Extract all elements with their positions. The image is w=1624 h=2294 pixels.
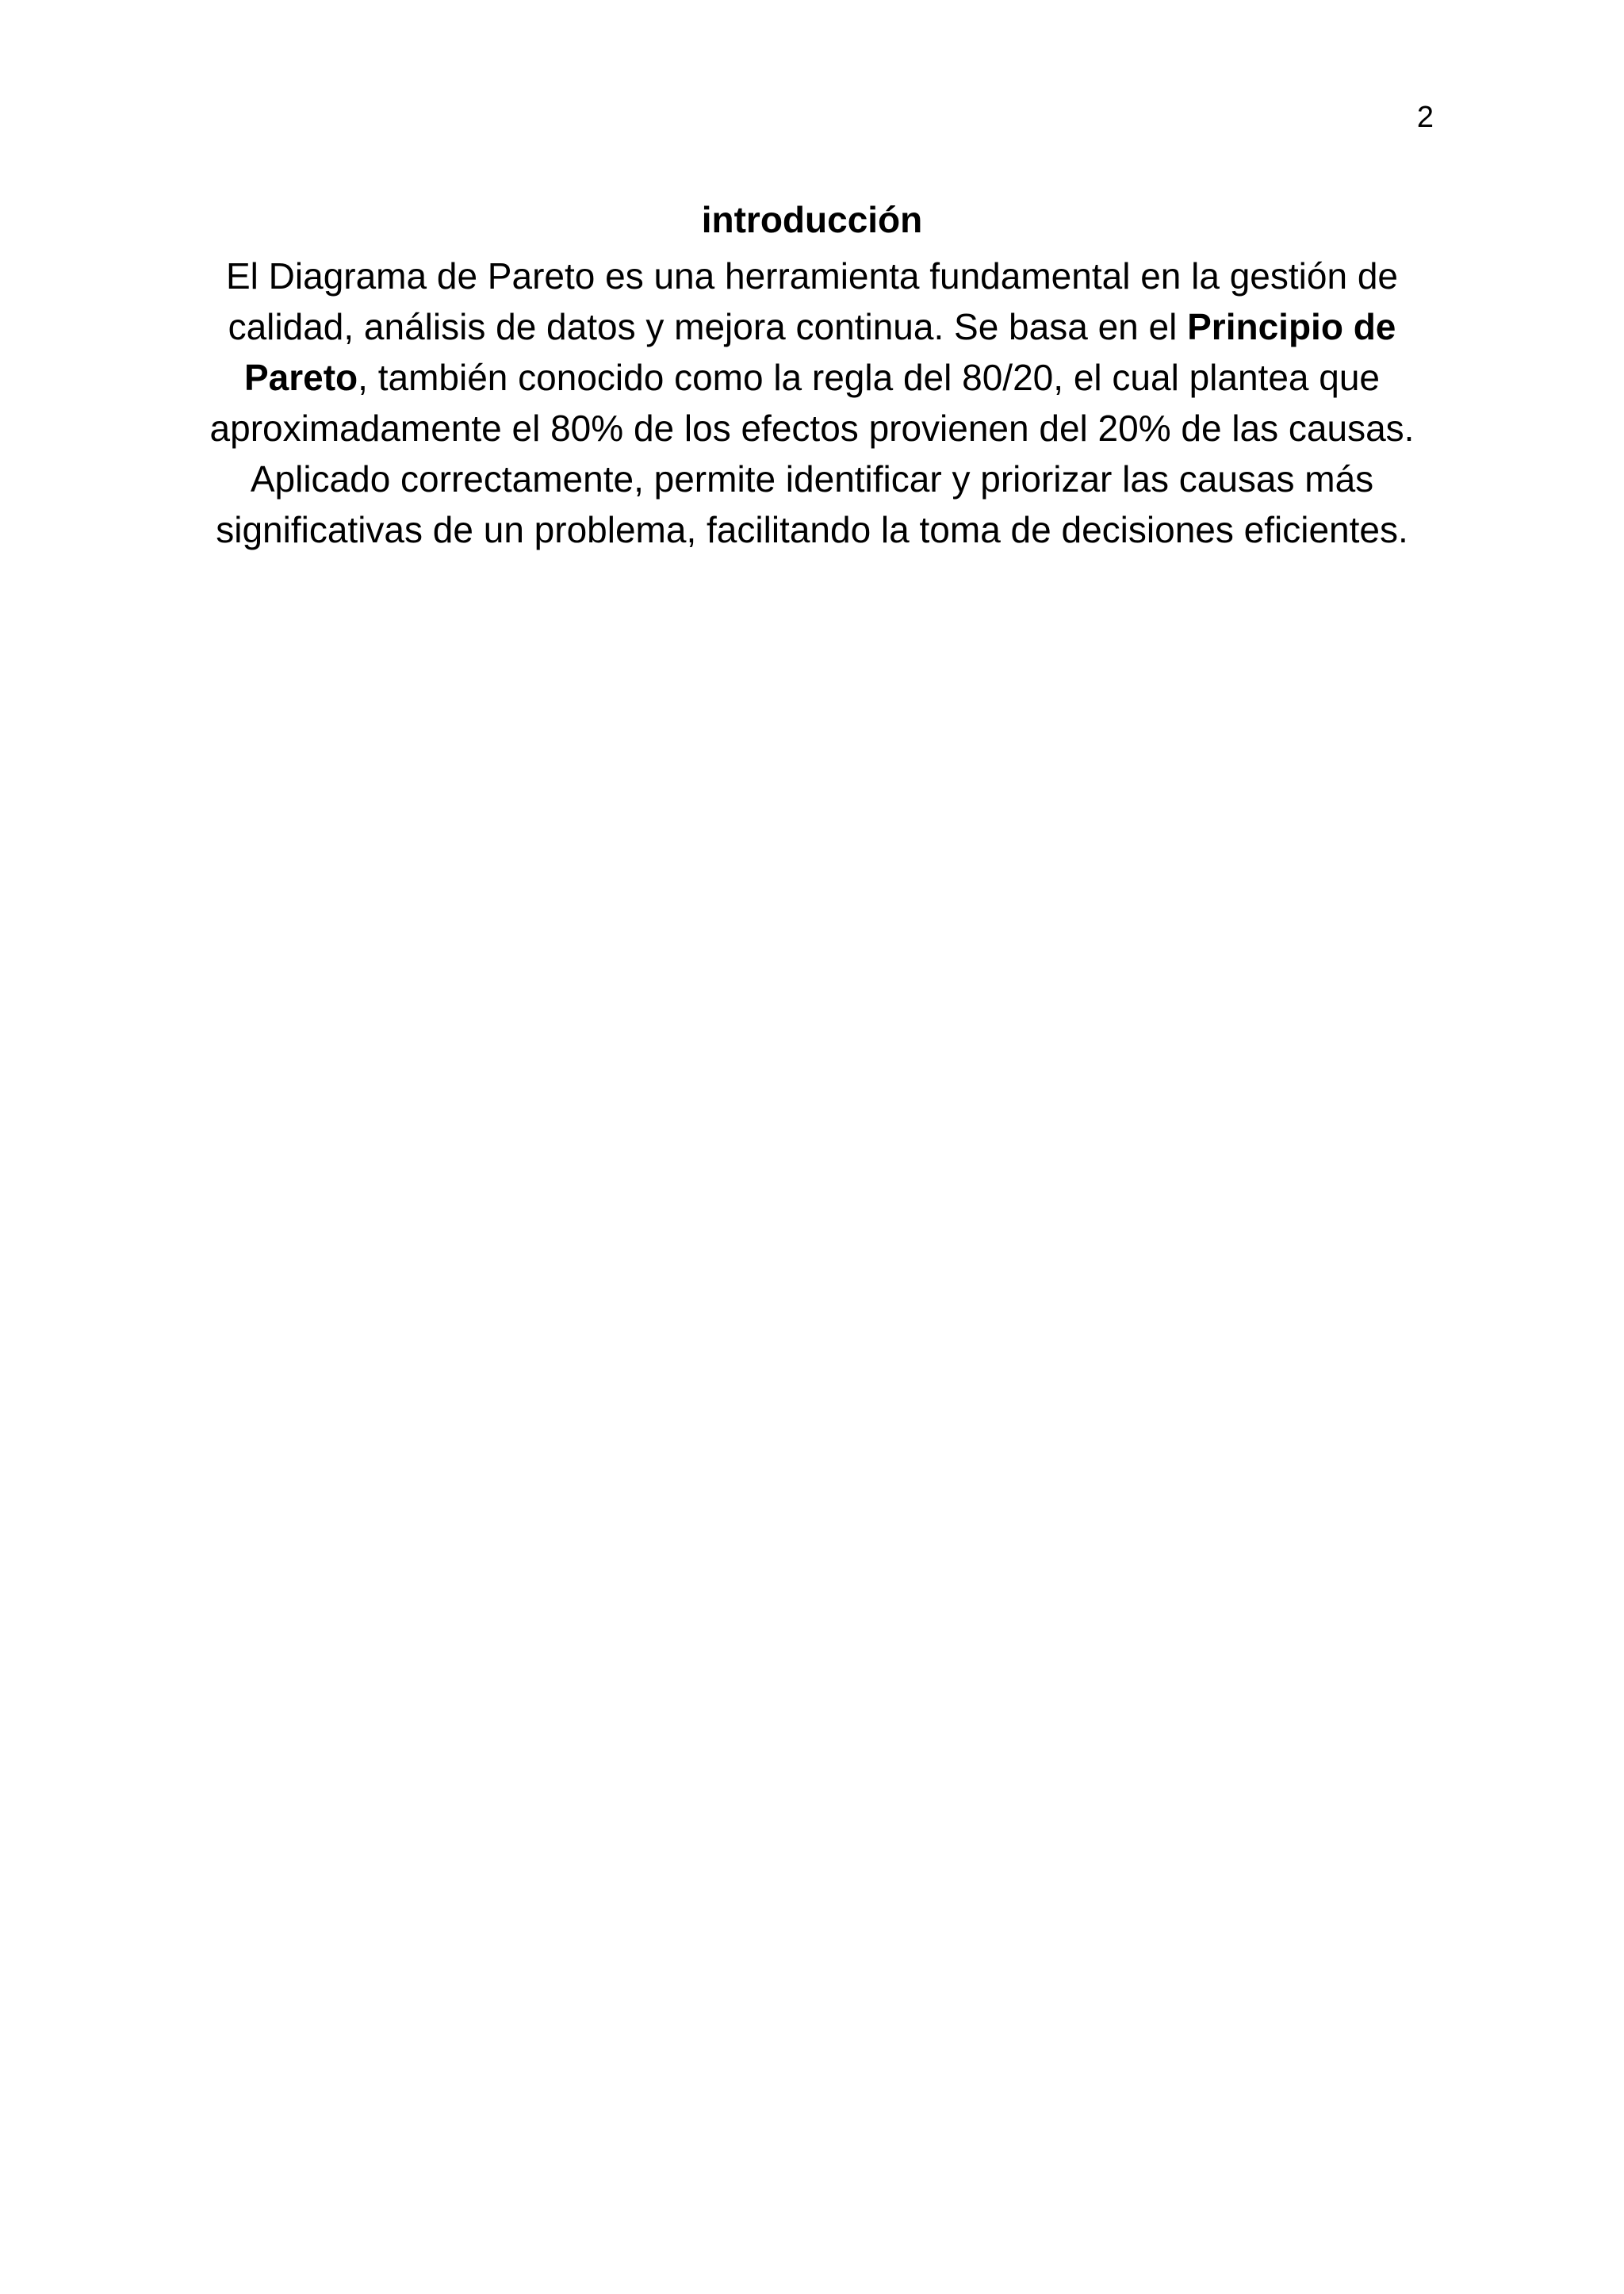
paragraph-text-part1: El Diagrama de Pareto es una herramienta fundamental en la gestión de calidad, análisis de datos y mejora continua. Se basa en el <box>225 255 1399 347</box>
page-content <box>190 193 1434 555</box>
page-number: 2 <box>1416 101 1434 134</box>
section-heading: introducción <box>701 199 923 240</box>
paragraph-bold-term: Principio de Pareto <box>243 306 1396 398</box>
intro-paragraph <box>190 251 1434 555</box>
paragraph-text-part2: , también conocido como la regla del 80/20, el cual plantea que aproximadamente el 80% de los efectos provienen del 20% de las causas. Aplicado correctamente, permite identificar y priorizar las causas más significativas de un problema, facilitando la toma de decisiones eficientes. <box>209 357 1415 550</box>
